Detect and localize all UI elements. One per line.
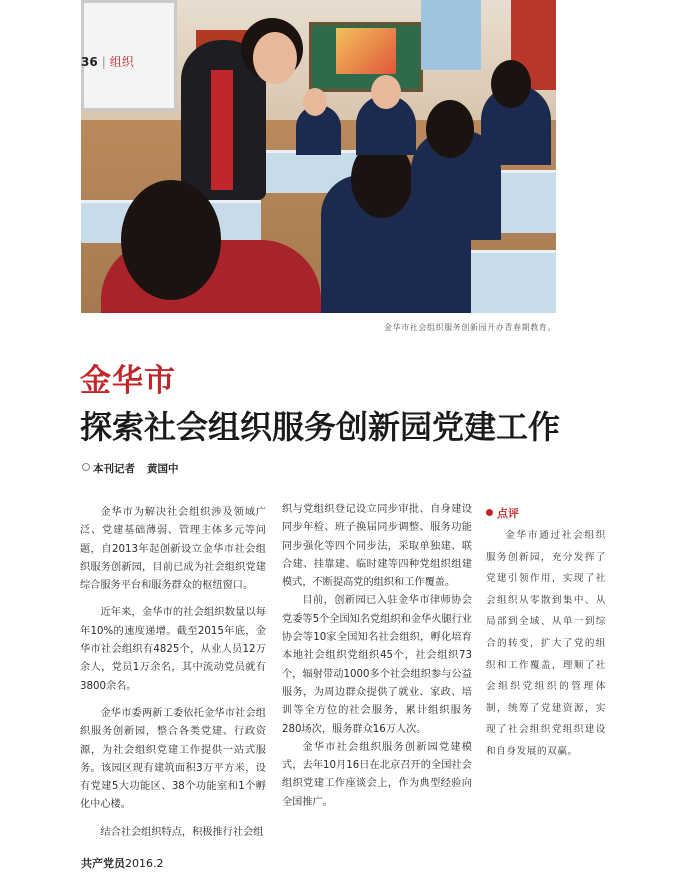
page-footer (81, 855, 164, 871)
photo-window (421, 0, 481, 70)
paragraph: 金华市委两新工委依托金华市社会组织服务创新园，整合各类党建、行政资源，为社会组织党建工作提供一站式服务。该园区现有建筑面积3万平方米，设有党建5大功能区、38个功能室和1个孵化中心楼。 (80, 707, 266, 811)
photo-hair (426, 100, 474, 158)
masthead: 共产党员 (81, 857, 125, 870)
paragraph: 金华市为解决社会组织涉及领域广泛、党建基础薄弱、管理主体多元等问题，自2013年起创新设立金华市社会组织服务创新园，目前已成为社会组织党建综合服务平台和服务群众的枢纽窗口。 (80, 507, 266, 592)
photo-hair (121, 180, 221, 300)
photo-scarf (211, 70, 233, 190)
article-kicker: 金华市 (80, 363, 176, 399)
body-column-2 (282, 501, 472, 812)
byline-dot-icon (82, 463, 90, 471)
article-headline: 探索社会组织服务创新园党建工作 (80, 408, 561, 446)
header-separator: | (101, 55, 106, 69)
paragraph: 织与党组织登记设立同步审批、自身建设同步年检、班子换届同步调整、服务功能同步强化等四个同步法，采取单独建、联合建、挂靠建、临时建等四种党组织组建模式，不断提高党的组织和工作覆盖。 (282, 504, 472, 589)
paragraph: 金华市社会组织服务创新园党建模式，去年10月16日在北京召开的全国社会组织党建工作座谈会上，作为典型经验向全国推广。 (282, 741, 472, 808)
commentary-title-text: 点评 (497, 507, 519, 520)
page-header (81, 53, 134, 70)
classroom-photo (81, 0, 556, 313)
page-number: 36 (81, 55, 98, 69)
byline-author: 黄国中 (147, 463, 179, 475)
photo-face (253, 32, 297, 84)
paragraph: 结合社会组织特点，积极推行社会组 (100, 826, 264, 838)
byline (82, 461, 179, 476)
byline-role: 本刊记者 (93, 463, 135, 475)
photo-face (371, 75, 401, 109)
commentary-sidebar (486, 505, 606, 763)
photo-caption: 金华市社会组织服务创新园开办青春期教育。 (384, 323, 556, 332)
issue-number: 2016.2 (125, 857, 164, 870)
body-column-1 (80, 504, 266, 842)
photo-hair (491, 60, 531, 108)
paragraph: 近年来，金华市的社会组织数量以每年10%的速度递增。截至2015年底，金华市社会组织有4825个，从业人员12万余人，党员1万余名，其中流动党员就有3800余名。 (80, 607, 266, 692)
commentary-text: 金华市通过社会组织服务创新园，充分发挥了党建引领作用，实现了社会组织从零散到集中、从局部到全域、从单一到综合的转变，扩大了党的组织和工作覆盖，理顺了社会组织党组织的管理体制，统筹了党建资源，实现了社会组织党组织建设和自身发展的双赢。 (486, 530, 606, 757)
section-label: 组织 (109, 55, 134, 69)
bullet-icon (486, 509, 493, 516)
photo-poster (336, 28, 396, 74)
commentary-title (486, 505, 606, 521)
paragraph: 目前，创新园已入驻金华市律师协会党委等5个全国知名党组织和金华火腿行业协会等10家全国知名社会组织，孵化培育本地社会组织党组织45个，社会组织73个，辐射带动1000多个社会组织参与公益服务，为周边群众提供了就业、家政、培训等全方位的社会服务，累计组织服务280场次，服务群众16万人次。 (282, 595, 472, 735)
photo-face (303, 88, 327, 116)
